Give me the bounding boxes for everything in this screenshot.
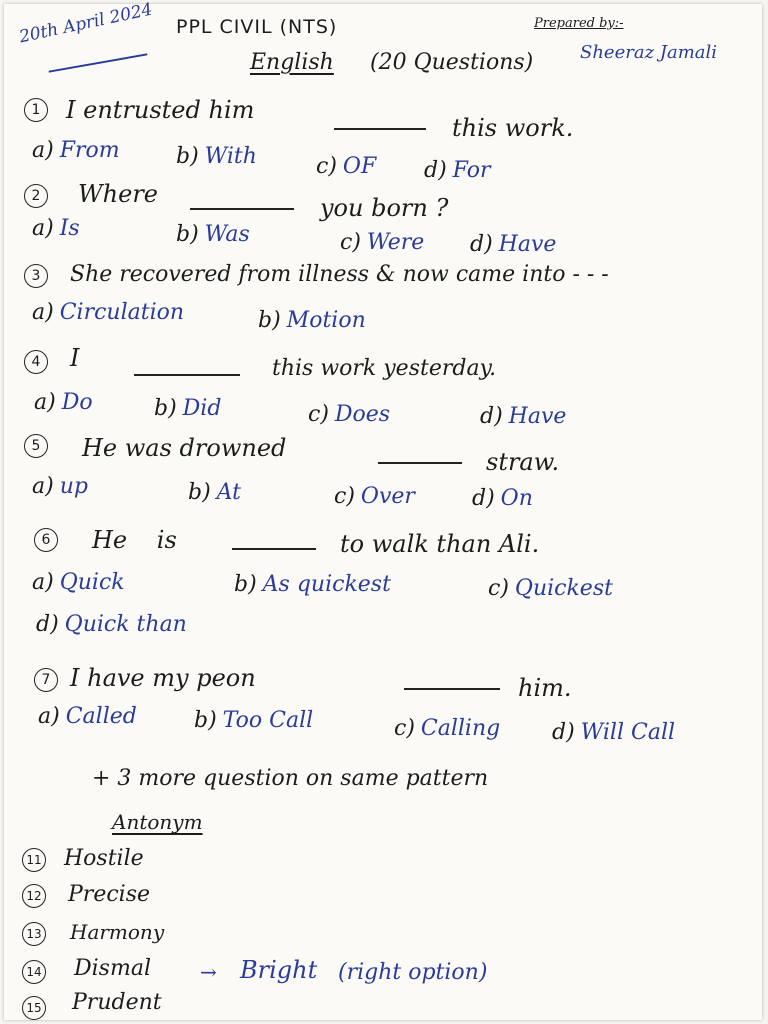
- question-text: straw.: [486, 448, 560, 476]
- subject-heading: English: [250, 50, 334, 75]
- answer-blank: [404, 688, 500, 690]
- option-b: b) Too Call: [194, 708, 314, 733]
- antonym-number: 13: [22, 922, 46, 946]
- question-number: 7: [34, 668, 58, 692]
- question-number: 5: [24, 434, 48, 458]
- antonym-word: Hostile: [64, 846, 144, 871]
- option-b: b) Did: [154, 396, 222, 421]
- option-d: d) Will Call: [552, 720, 676, 745]
- answer-blank: [378, 462, 462, 464]
- antonym-number: 12: [22, 884, 46, 908]
- antonym-word: Dismal: [74, 956, 151, 981]
- question-number: 4: [24, 350, 48, 374]
- page-title: PPL CIVIL (NTS): [176, 16, 338, 38]
- question-number: 3: [24, 264, 48, 288]
- question-text: She recovered from illness & now came into - - -: [70, 262, 609, 287]
- question-text: I have my peon: [70, 664, 256, 692]
- subject-note: (20 Questions): [370, 50, 534, 75]
- option-d: d) For: [424, 158, 491, 183]
- option-c: c) Does: [308, 402, 391, 427]
- answer-blank: [232, 548, 316, 550]
- answer-blank: [134, 374, 240, 376]
- option-c: c) Calling: [394, 716, 501, 741]
- date-underline: [49, 53, 148, 72]
- antonym-word: Prudent: [72, 990, 162, 1015]
- option-a: a) Called: [38, 704, 137, 729]
- antonym-answer-note: (right option): [338, 960, 488, 985]
- option-c: c) Over: [334, 484, 415, 509]
- option-b: b) Motion: [258, 308, 366, 333]
- option-d: d) On: [472, 486, 533, 511]
- option-b: b) As quickest: [234, 572, 391, 597]
- arrow-icon: →: [200, 960, 217, 984]
- antonym-word: Harmony: [70, 920, 165, 944]
- antonym-heading: Antonym: [112, 810, 203, 834]
- prepared-by-name: Sheeraz Jamali: [580, 42, 718, 63]
- option-a: a) Circulation: [32, 300, 185, 325]
- question-text: I entrusted him: [66, 96, 255, 124]
- option-a: a) Quick: [32, 570, 125, 595]
- option-c: c) OF: [316, 154, 377, 179]
- more-questions-note: + 3 more question on same pattern: [92, 766, 489, 791]
- question-text: Where: [78, 180, 159, 208]
- antonym-number: 14: [22, 960, 46, 984]
- question-number: 6: [34, 528, 58, 552]
- question-text: to walk than Ali.: [340, 530, 540, 558]
- question-text: I: [70, 344, 80, 372]
- question-number: 2: [24, 184, 48, 208]
- answer-blank: [190, 208, 294, 210]
- question-text: this work.: [452, 114, 574, 142]
- prepared-by-label: Prepared by:-: [534, 16, 624, 31]
- option-a: a) Do: [34, 390, 93, 415]
- option-b: b) Was: [176, 222, 250, 247]
- option-b: b) With: [176, 144, 257, 169]
- question-text: him.: [518, 674, 572, 702]
- question-text: this work yesterday.: [272, 356, 497, 381]
- option-d: d) Have: [470, 232, 557, 257]
- date: 20th April 2024: [17, 0, 155, 48]
- antonym-number: 11: [22, 848, 46, 872]
- antonym-number: 15: [22, 996, 46, 1020]
- option-a: a) Is: [32, 216, 80, 241]
- question-text: He is: [92, 526, 177, 554]
- question-number: 1: [24, 98, 48, 122]
- question-text: you born ?: [320, 194, 449, 222]
- antonym-answer: Bright: [240, 956, 318, 984]
- question-text: He was drowned: [82, 434, 287, 462]
- option-d: d) Have: [480, 404, 567, 429]
- option-c: c) Quickest: [488, 576, 613, 601]
- answer-blank: [334, 128, 426, 130]
- option-d: d) Quick than: [36, 612, 187, 637]
- option-b: b) At: [188, 480, 242, 505]
- antonym-word: Precise: [68, 882, 151, 907]
- handwritten-page: [4, 0, 762, 1020]
- option-a: a) up: [32, 474, 88, 499]
- option-c: c) Were: [340, 230, 425, 255]
- option-a: a) From: [32, 138, 120, 163]
